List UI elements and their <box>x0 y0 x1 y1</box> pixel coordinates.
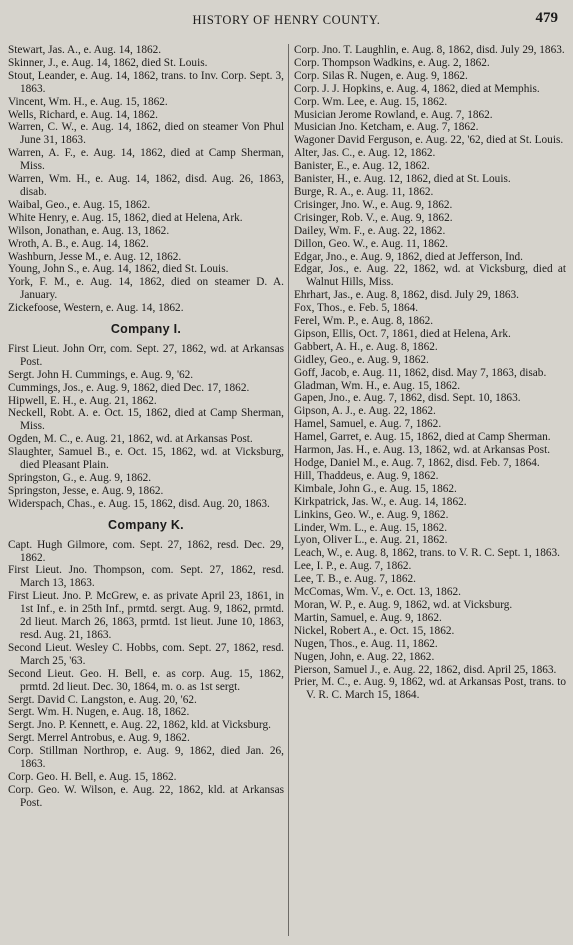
roster-entry: Crisinger, Jno. W., e. Aug. 9, 1862. <box>294 198 453 211</box>
roster-entry: Gipson, A. J., e. Aug. 22, 1862. <box>294 405 436 418</box>
roster-entry: Sergt. David C. Langston, e. Aug. 20, '62. <box>8 693 197 706</box>
roster-entry: Banister, E., e. Aug. 12, 1862. <box>294 160 430 173</box>
roster-entry: Hodge, Daniel M., e. Aug. 7, 1862, disd. Feb. 7, 1864. <box>294 457 540 469</box>
roster-entry: Corp. Geo. H. Bell, e. Aug. 15, 1862. <box>8 770 177 783</box>
roster-entry: First Lieut. John Orr, com. Sept. 27, 1862, wd. at Arkansas Post. <box>8 342 284 368</box>
roster-entry: McComas, Wm. V., e. Oct. 13, 1862. <box>294 586 461 599</box>
roster-entry: Stout, Leander, e. Aug. 14, 1862, trans. to Inv. Corp. Sept. 3, 1863. <box>8 69 284 95</box>
roster-entry: Gapen, Jno., e. Aug. 7, 1862, disd. Sept. 10, 1863. <box>294 392 521 405</box>
left-column <box>8 44 284 939</box>
roster-entry: Crisinger, Rob. V., e. Aug. 9, 1862. <box>294 211 453 224</box>
roster-entry: York, F. M., e. Aug. 14, 1862, died on steamer D. A. January. <box>8 276 284 302</box>
roster-entry: Sergt. Jno. P. Kennett, e. Aug. 22, 1862, kld. at Vicksburg. <box>8 719 271 732</box>
roster-entry: Corp. J. J. Hopkins, e. Aug. 4, 1862, died at Memphis. <box>294 82 540 95</box>
roster-entry: Hamel, Garret, e. Aug. 15, 1862, died at Camp Sherman. <box>294 431 551 444</box>
roster-entry: Washburn, Jesse M., e. Aug. 12, 1862. <box>8 250 182 263</box>
roster-entry: Young, John S., e. Aug. 14, 1862, died St. Louis. <box>8 263 229 276</box>
roster-entry: Neckell, Robt. A. e. Oct. 15, 1862, died at Camp Sherman, Miss. <box>8 407 284 433</box>
roster-block-company-k-continued <box>294 44 566 702</box>
roster-entry: Wagoner David Ferguson, e. Aug. 22, '62, died at St. Louis. <box>294 134 564 147</box>
roster-entry: Dillon, Geo. W., e. Aug. 11, 1862. <box>294 237 448 250</box>
roster-entry: First Lieut. Jno. Thompson, com. Sept. 27, 1862, resd. March 13, 1863. <box>8 564 284 590</box>
column-divider <box>288 44 289 936</box>
roster-entry: Vincent, Wm. H., e. Aug. 15, 1862. <box>8 95 168 108</box>
roster-entry: Kirkpatrick, Jas. W., e. Aug. 14, 1862. <box>294 495 467 508</box>
company-i-heading: Company I. <box>110 322 182 337</box>
roster-entry: Edgar, Jos., e. Aug. 22, 1862, wd. at Vicksburg, died at Walnut Hills, Miss. <box>294 263 566 289</box>
roster-entry: Sergt. Wm. H. Nugen, e. Aug. 18, 1862. <box>8 706 190 719</box>
roster-entry: Wilson, Jonathan, e. Aug. 13, 1862. <box>8 224 170 237</box>
roster-entry: Martin, Samuel, e. Aug. 9, 1862. <box>294 611 442 624</box>
roster-entry: Warren, C. W., e. Aug. 14, 1862, died on steamer Von Phul June 31, 1863. <box>8 121 284 147</box>
roster-entry: Warren, Wm. H., e. Aug. 14, 1862, disd. Aug. 26, 1863, disab. <box>8 173 284 198</box>
roster-entry: Edgar, Jno., e. Aug. 9, 1862, died at Jefferson, Ind. <box>294 250 523 263</box>
roster-entry: Wells, Richard, e. Aug. 14, 1862. <box>8 108 159 121</box>
roster-entry: Gipson, Ellis, Oct. 7, 1861, died at Helena, Ark. <box>294 327 511 340</box>
roster-entry: Leach, W., e. Aug. 8, 1862, trans. to V. R. C. Sept. 1, 1863. <box>294 547 560 560</box>
roster-entry: Alter, Jas. C., e. Aug. 12, 1862. <box>294 147 436 160</box>
roster-entry: Corp. Thompson Wadkins, e. Aug. 2, 1862. <box>294 56 490 69</box>
roster-entry: Capt. Hugh Gilmore, com. Sept. 27, 1862, resd. Dec. 29, 1862. <box>8 538 284 564</box>
roster-entry: Second Lieut. Geo. H. Bell, e. as corp. Aug. 15, 1862, prmtd. 2d lieut. Dec. 30, 1864, m. o. as 1st sergt. <box>8 667 284 693</box>
roster-entry: Nickel, Robert A., e. Oct. 15, 1862. <box>294 624 455 637</box>
roster-entry: Widerspach, Chas., e. Aug. 15, 1862, disd. Aug. 20, 1863. <box>8 497 270 510</box>
right-column <box>294 44 566 939</box>
roster-block-continued <box>8 44 284 315</box>
roster-entry: Hill, Thaddeus, e. Aug. 9, 1862. <box>294 469 439 482</box>
roster-entry: Hamel, Samuel, e. Aug. 7, 1862. <box>294 418 442 431</box>
roster-entry: Ferel, Wm. P., e. Aug. 8, 1862. <box>294 315 434 328</box>
roster-entry: Linkins, Geo. W., e. Aug. 9, 1862. <box>294 508 449 521</box>
roster-entry: Ogden, M. C., e. Aug. 21, 1862, wd. at Arkansas Post. <box>8 433 253 446</box>
roster-entry: Musician Jno. Ketcham, e. Aug. 7, 1862. <box>294 121 479 134</box>
roster-entry: Cummings, Jos., e. Aug. 9, 1862, died Dec. 17, 1862. <box>8 381 250 394</box>
roster-entry: Warren, A. F., e. Aug. 14, 1862, died at Camp Sherman, Miss. <box>8 147 284 173</box>
roster-entry: Musician Jerome Rowland, e. Aug. 7, 1862. <box>294 108 493 121</box>
roster-entry: Nugen, John, e. Aug. 22, 1862. <box>294 650 435 663</box>
roster-entry: Waibal, Geo., e. Aug. 15, 1862. <box>8 198 151 211</box>
roster-entry: Pierson, Samuel J., e. Aug. 22, 1862, disd. April 25, 1863. <box>294 663 557 676</box>
roster-entry: Springston, G., e. Aug. 9, 1862. <box>8 472 152 484</box>
roster-entry: Lee, T. B., e. Aug. 7, 1862. <box>294 573 416 586</box>
roster-entry: Harmon, Jas. H., e. Aug. 13, 1862, wd. at Arkansas Post. <box>294 444 551 457</box>
company-k-heading: Company K. <box>108 517 184 532</box>
roster-entry: Corp. Silas R. Nugen, e. Aug. 9, 1862. <box>294 69 468 82</box>
running-head: HISTORY OF HENRY COUNTY. <box>192 13 381 27</box>
roster-entry: Slaughter, Samuel B., e. Oct. 15, 1862, wd. at Vicksburg, died Pleasant Plain. <box>8 446 284 472</box>
roster-entry: Gidley, Geo., e. Aug. 9, 1862. <box>294 353 429 366</box>
roster-entry: Moran, W. P., e. Aug. 9, 1862, wd. at Vicksburg. <box>294 598 513 611</box>
roster-entry: Nugen, Thos., e. Aug. 11, 1862. <box>294 637 438 650</box>
roster-entry: Lyon, Oliver L., e. Aug. 21, 1862. <box>294 534 448 547</box>
roster-entry: Hipwell, E. H., e. Aug. 21, 1862. <box>8 394 157 407</box>
roster-entry: Corp. Stillman Northrop, e. Aug. 9, 1862, died Jan. 26, 1863. <box>8 745 284 771</box>
roster-entry: Corp. Geo. W. Wilson, e. Aug. 22, 1862, kld. at Arkansas Post. <box>8 783 284 809</box>
roster-entry: Gladman, Wm. H., e. Aug. 15, 1862. <box>294 379 461 392</box>
roster-entry: Burge, R. A., e. Aug. 11, 1862. <box>294 185 434 198</box>
roster-entry: Stewart, Jas. A., e. Aug. 14, 1862. <box>8 44 162 56</box>
roster-entry: Sergt. John H. Cummings, e. Aug. 9, '62. <box>8 368 194 381</box>
roster-entry: Ehrhart, Jas., e. Aug. 8, 1862, disd. July 29, 1863. <box>294 289 519 302</box>
roster-entry: Second Lieut. Wesley C. Hobbs, com. Sept. 27, 1862, resd. March 25, '63. <box>8 641 284 667</box>
roster-entry: Corp. Jno. T. Laughlin, e. Aug. 8, 1862, disd. July 29, 1863. <box>294 44 565 56</box>
roster-entry: Wroth, A. B., e. Aug. 14, 1862. <box>8 237 149 250</box>
roster-entry: Sergt. Merrel Antrobus, e. Aug. 9, 1862. <box>8 732 190 745</box>
roster-entry: Prier, M. C., e. Aug. 9, 1862, wd. at Arkansas Post, trans. to V. R. C. March 15, 1864. <box>294 676 566 702</box>
roster-entry: Springston, Jesse, e. Aug. 9, 1862. <box>8 484 164 497</box>
page-number: 479 <box>535 10 558 26</box>
roster-entry: Lee, I. P., e. Aug. 7, 1862. <box>294 560 412 573</box>
roster-entry: Kimbale, John G., e. Aug. 15, 1862. <box>294 482 457 495</box>
roster-entry: Banister, H., e. Aug. 12, 1862, died at St. Louis. <box>294 173 511 186</box>
page-header <box>0 10 573 30</box>
roster-entry: Skinner, J., e. Aug. 14, 1862, died St. Louis. <box>8 56 208 69</box>
roster-entry: Fox, Thos., e. Feb. 5, 1864. <box>294 302 419 315</box>
roster-entry: Gabbert, A. H., e. Aug. 8, 1862. <box>294 340 438 353</box>
roster-block-company-k <box>8 539 284 810</box>
roster-entry: Goff, Jacob, e. Aug. 11, 1862, disd. May 7, 1863, disab. <box>294 366 547 379</box>
roster-block-company-i <box>8 343 284 511</box>
roster-entry: Zickefoose, Western, e. Aug. 14, 1862. <box>8 302 184 315</box>
roster-entry: Linder, Wm. L., e. Aug. 15, 1862. <box>294 521 448 534</box>
roster-entry: Dailey, Wm. F., e. Aug. 22, 1862. <box>294 224 446 237</box>
roster-entry: First Lieut. Jno. P. McGrew, e. as private April 23, 1861, in 1st Inf., e. in 25th Inf., prmtd. sergt. Aug. 9, 1862, prmtd. 2d lieut. March 26, 1863, prmtd. 1st lieut. June 10, 1863, resd. Aug. 21, 1863. <box>8 590 284 641</box>
roster-entry: White Henry, e. Aug. 15, 1862, died at Helena, Ark. <box>8 211 243 224</box>
roster-entry: Corp. Wm. Lee, e. Aug. 15, 1862. <box>294 95 448 108</box>
